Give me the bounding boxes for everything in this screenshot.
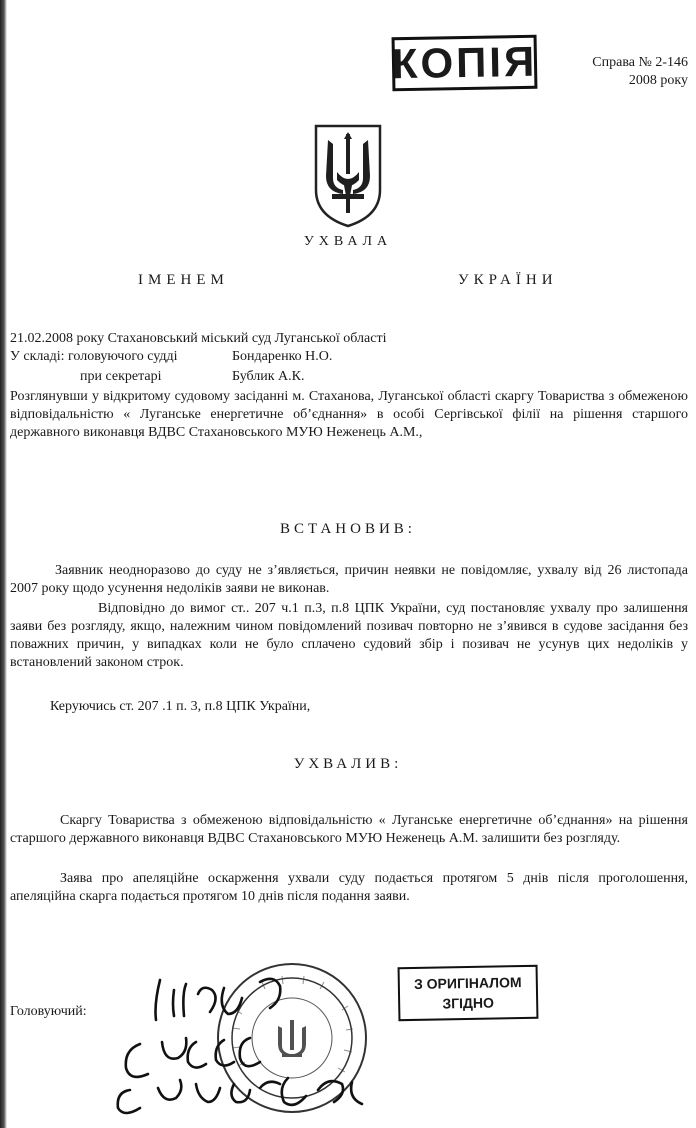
copy-stamp: КОПІЯ [392, 35, 538, 92]
case-year: 2008 року [628, 73, 688, 88]
case-number: Справа № 2-146 [592, 55, 688, 70]
intro-secretary-name: Бублик А.К. [232, 369, 305, 384]
established-paragraph-2: Відповідно до вимог ст.. 207 ч.1 п.3, п.8 ЦПК України, суд постановляє ухвалу про залишення заяви без розгляду, якщо, належним чином повідомлений позивач повторно не з’явився в судове засідання без поважних причин, у випадках коли не було сплачено судовий збір і позивач не усунув цих недоліків у встановлений законом строк. [10, 601, 688, 670]
scan-edge-shadow [0, 0, 7, 1128]
established-heading: ВСТАНОВИВ: [280, 521, 416, 537]
resolved-paragraph-1: Скаргу Товариства з обмеженою відповідальністю « Луганське енергетичне об’єднання» на рішення старшого державного виконавця ВДВС Стахановського МУЮ Неженець А.М. залишити без розгляду. [10, 813, 688, 846]
intro-judge-label: У складі: головуючого судді [10, 349, 178, 364]
established-paragraph-1: Заявник неодноразово до суду не з’являється, причин неявки не повідомляє, ухвалу від 26 листопада 2007 року щодо усунення недоліків заяви не виконав. [10, 563, 688, 596]
intro-date-court: 21.02.2008 року Стахановський міський суд Луганської області [10, 331, 387, 346]
case-number-block [592, 54, 688, 90]
document-title: УХВАЛА [303, 234, 393, 249]
original-stamp-line-1: З ОРИГІНАЛОМ [413, 974, 522, 992]
original-conforms-stamp [398, 965, 539, 1021]
intro-judge-name: Бондаренко Н.О. [232, 349, 333, 364]
intro-secretary-label: при секретарі [80, 369, 162, 384]
established-paragraph-3: Керуючись ст. 207 .1 п. 3, п.8 ЦПК України, [50, 699, 311, 714]
trident-icon [310, 120, 386, 230]
original-stamp-line-2: ЗГІДНО [442, 994, 495, 1012]
presiding-label: Головуючий: [10, 1004, 87, 1019]
name-of-right: УКРАЇНИ [458, 272, 558, 288]
intro-body: Розглянувши у відкритому судовому засіданні м. Стаханова, Луганської області скаргу Товариства з обмеженою відповідальністю « Луганське енергетичне об’єднання» в особі Сергівської філії на рішення старшого державного виконавця ВДВС Стахановського МУЮ Неженець А.М., [10, 389, 688, 440]
resolved-heading: УХВАЛИВ: [293, 756, 403, 772]
handwritten-signature [100, 950, 400, 1128]
resolved-paragraph-2: Заява про апеляційне оскарження ухвали суду подається протягом 5 днів після проголошення, апеляційна скарга подається протягом 10 днів після подання заяви. [10, 871, 688, 904]
name-of-left: ІМЕНЕМ [138, 272, 229, 288]
